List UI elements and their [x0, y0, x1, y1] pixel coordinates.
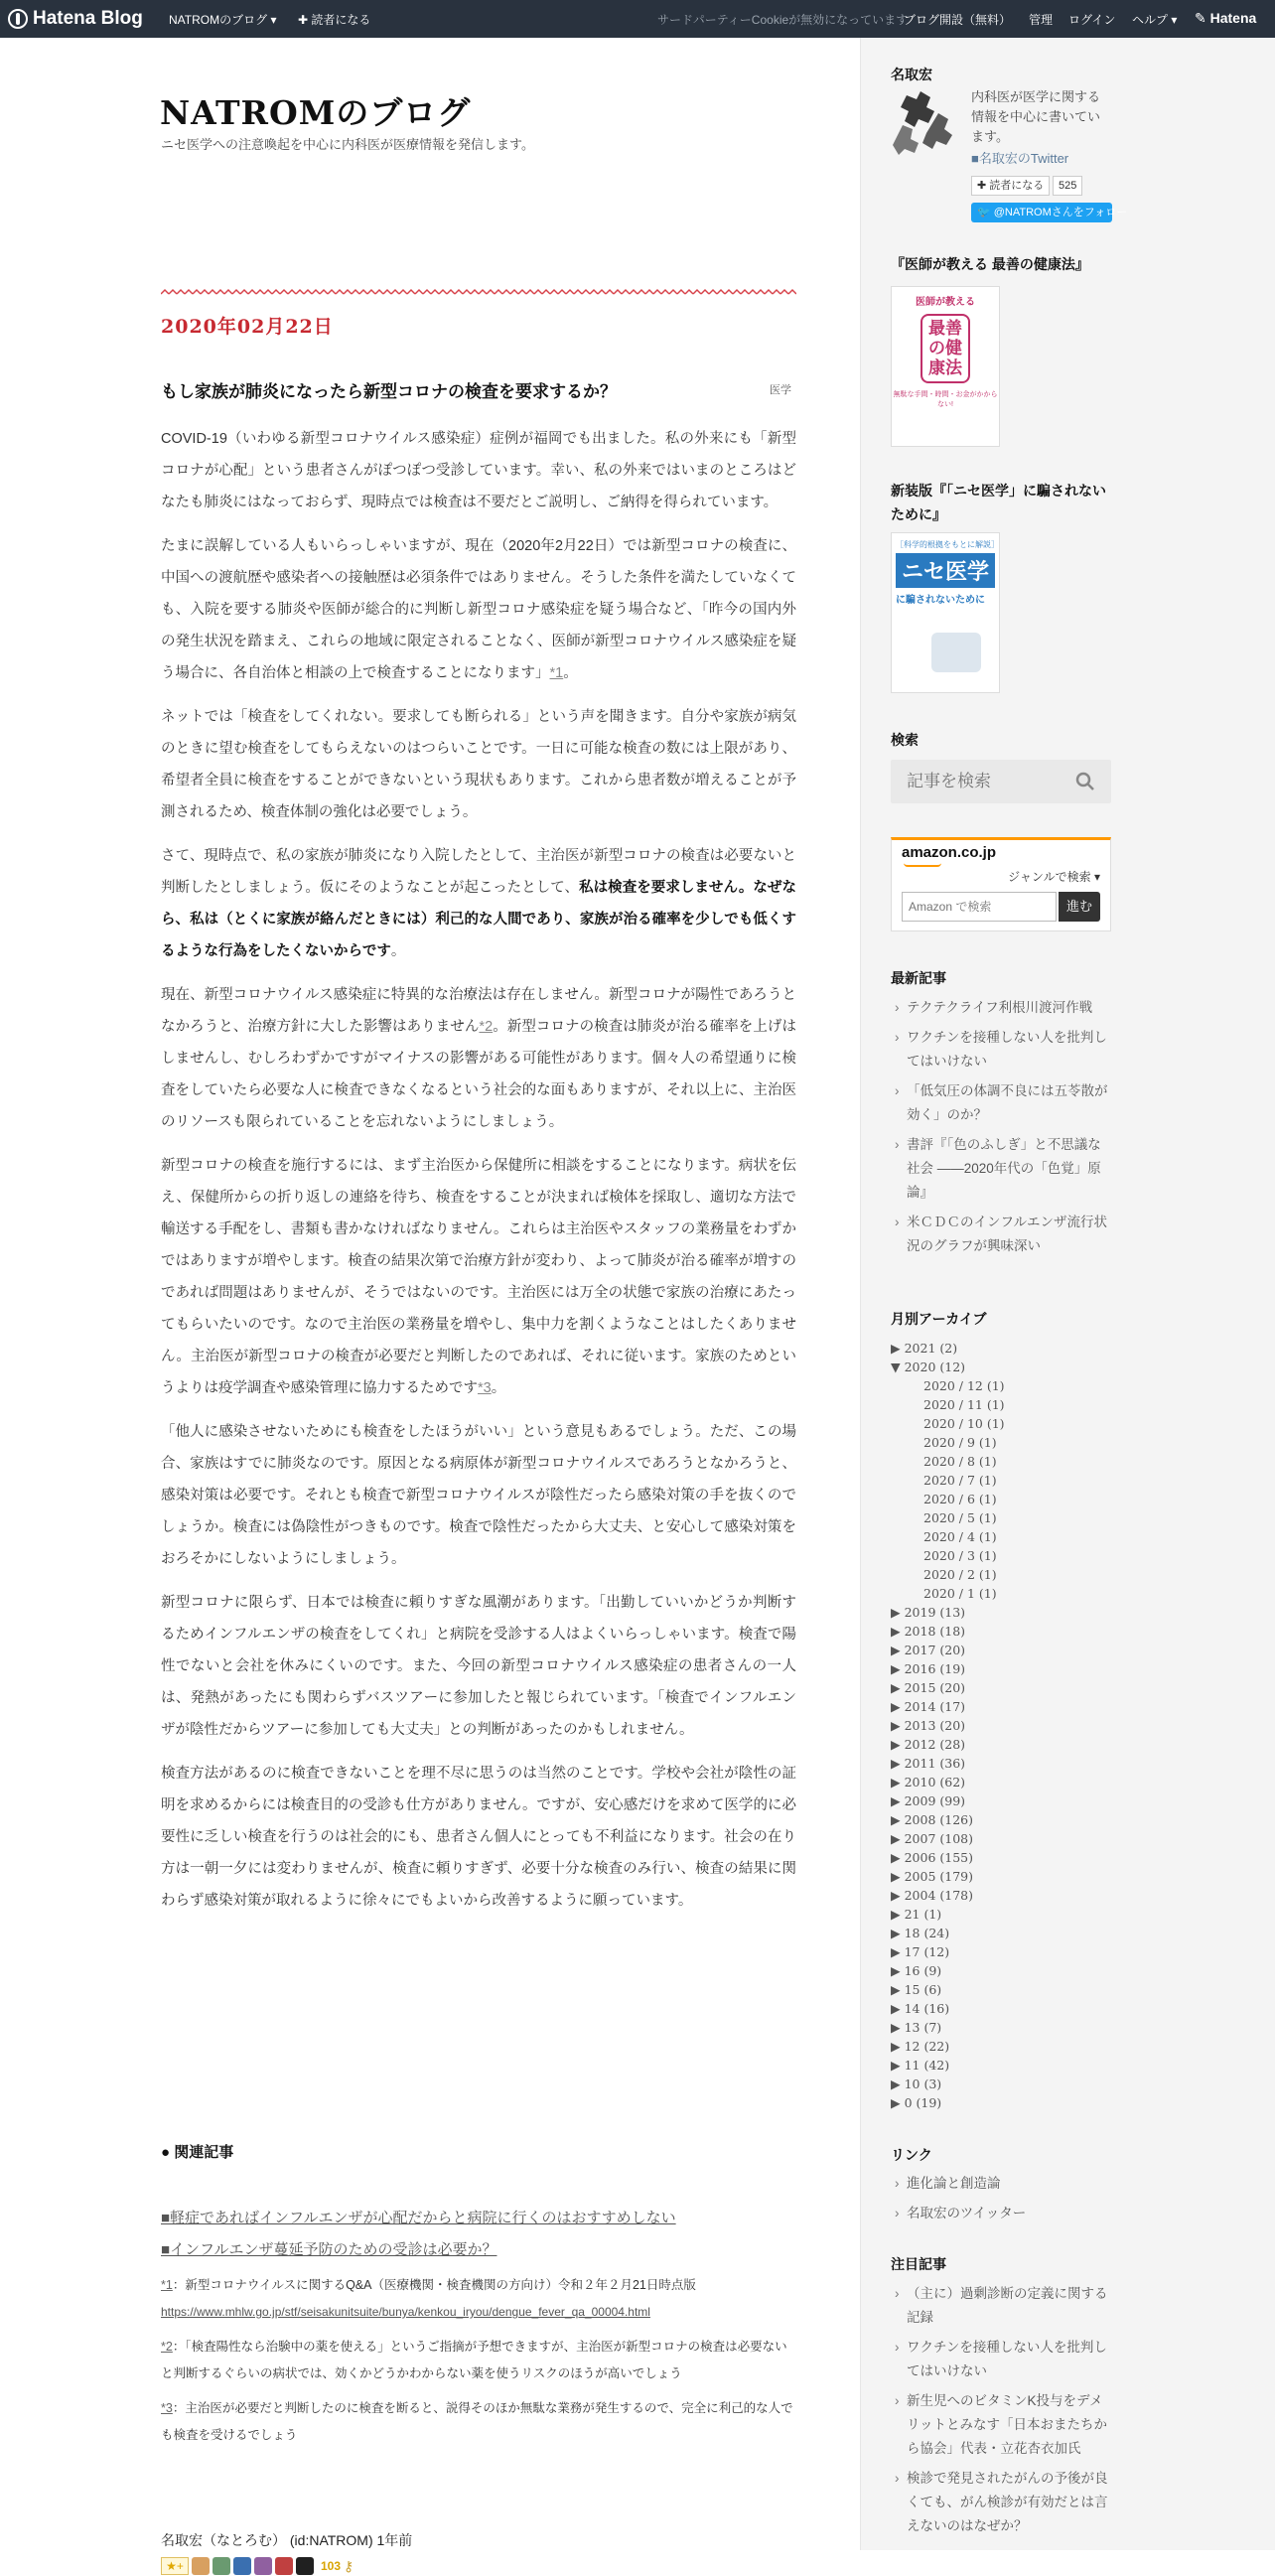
book2-cover-illustration	[931, 633, 981, 672]
footnote-1-url[interactable]: https://www.mhlw.go.jp/stf/seisakunitsuite/bunya/kenkou_iryou/dengue_fever_qa_00004.html	[161, 2305, 650, 2319]
amazon-search-input[interactable]	[902, 892, 1057, 922]
paragraph: COVID-19（いわゆる新型コロナウイルス感染症）症例が福岡でも出ました。私の外来にも「新型コロナが心配」という患者さんがぽつぽつ受診しています。幸い、私の外来ではいまのところはどなたも肺炎にはなっておらず、現時点では検査は不要だとご説明し、ご納得を得られています。	[161, 431, 796, 510]
paragraph: 「他人に感染させないためにも検査をしたほうがいい」という意見もあるでしょう。ただ、この場合、家族はすでに肺炎なのです。原因となる病原体が新型コロナウイルスであろうとなかろうと、感染対策は必要です。それとも検査で新型コロナウイルスが陰性だったら感染対策の手を抜くのでしょうか。検査には偽陰性がつきものです。検査で陰性だったから大丈夫、と安心して感染対策をおろそかにしないようにしましょう。	[161, 1424, 796, 1567]
book1-heading: 『医師が教える 最善の健康法』	[891, 256, 1089, 272]
amazon-go-button[interactable]: 進む	[1059, 892, 1100, 922]
recent-heading: 最新記事	[891, 970, 946, 986]
archive-year[interactable]: ▶ 2012 (28)	[891, 1737, 966, 1752]
subscribe-button[interactable]: ✚ 読者になる	[971, 176, 1050, 196]
book1-cover[interactable]	[891, 286, 1000, 447]
archive-heading: 月別アーカイブ	[891, 1311, 987, 1327]
star-count[interactable]: 103	[321, 2559, 342, 2573]
user-avatar[interactable]	[192, 2557, 210, 2575]
archive-month[interactable]: 2020 / 12 (1)	[923, 1378, 1005, 1393]
paragraph-text: さて、現時点で、私の家族が肺炎になり入院したとして、主治医が新型コロナの検査は必要ないと判断したとしましょう。仮にそのようなことが起こったとして、	[161, 848, 796, 896]
archive-year[interactable]: ▶ 2005 (179)	[891, 1869, 973, 1884]
add-star-button[interactable]: ★+	[161, 2557, 189, 2575]
book2-heading: 新装版『「ニセ医学」に騙されないために』	[891, 483, 1106, 522]
archive-year[interactable]: ▶ 10 (3)	[891, 2076, 942, 2091]
blog-menu[interactable]: NATROMのブログ ▾	[169, 13, 277, 27]
paragraph-text: 。	[563, 665, 578, 681]
post-body	[161, 423, 796, 1929]
featured-item[interactable]: › ワクチンを接種しない人を批判してはいけない	[891, 2336, 1111, 2383]
archive-year[interactable]: ▶ 14 (16)	[891, 2001, 950, 2016]
book1-cover-top: 医師が教える	[916, 297, 975, 308]
paragraph	[161, 530, 796, 689]
related-link-2[interactable]: ■インフルエンザ蔓延予防のための受診は必要か？	[161, 2241, 497, 2258]
cookie-notice: サードパーティーCookieが無効になっています	[657, 13, 909, 27]
archive-month[interactable]: 2020 / 7 (1)	[923, 1473, 997, 1488]
book2-cover-main: ニセ医学	[896, 553, 995, 588]
paragraph	[161, 1150, 796, 1404]
archive-year[interactable]: ▶ 2011 (36)	[891, 1756, 966, 1771]
search-box	[891, 760, 1111, 803]
footnote-ref-1[interactable]: *1	[549, 665, 564, 681]
paragraph	[161, 979, 796, 1138]
archive-year[interactable]: ▶ 13 (7)	[891, 2020, 942, 2035]
archive-month[interactable]: 2020 / 10 (1)	[923, 1416, 1005, 1431]
search-input[interactable]	[891, 760, 1069, 803]
key-icon: ⚷	[344, 2557, 354, 2574]
footnote-1-number[interactable]: *1	[161, 2278, 173, 2292]
book2-cover-top: ［科学的根拠をもとに解説］	[896, 540, 999, 549]
links-list	[891, 2172, 1111, 2231]
footnote-ref-3[interactable]: *3	[478, 1380, 492, 1396]
profile-twitter-link[interactable]: ■名取宏のTwitter	[971, 151, 1069, 166]
profile-avatar-icon[interactable]	[891, 87, 960, 157]
featured-item[interactable]: › （主に）過剰診断の定義に関する記録	[891, 2282, 1111, 2330]
related-link-1[interactable]: ■軽症であればインフルエンザが心配だからと病院に行くのはおすすめしない	[161, 2210, 676, 2226]
archive-year[interactable]: ▶ 18 (24)	[891, 1926, 950, 1940]
paragraph-text: 現在、新型コロナウイルス感染症に特異的な治療法は存在しません。新型コロナが陽性であろうとなかろうと、治療方針に大した影響はありません	[161, 987, 796, 1035]
archive-year[interactable]: ▶ 16 (9)	[891, 1963, 942, 1978]
archive-year[interactable]: ▶ 2014 (17)	[891, 1699, 966, 1714]
archive-year[interactable]: ▶ 2015 (20)	[891, 1680, 966, 1695]
profile-description: 内科医が医学に関する情報を中心に書いています。	[971, 89, 1101, 144]
book2-cover[interactable]	[891, 532, 1000, 693]
featured-item[interactable]: › 新生児へのビタミンK投与をデメリットとみなす「日本おまたちから協会」代表・立花杏衣加氏	[891, 2389, 1111, 2461]
date-divider	[161, 288, 796, 296]
login-link[interactable]: ログイン	[1068, 13, 1116, 27]
archive-year[interactable]: ▶ 21 (1)	[891, 1907, 942, 1922]
footnotes	[161, 2272, 796, 2457]
archive-month[interactable]: 2020 / 9 (1)	[923, 1435, 997, 1450]
footnote-1-text: ：新型コロナウイルスに関するQ&A（医療機関・検査機関の方向け）令和２年２月21日時点版	[172, 2278, 696, 2292]
footnote-1	[161, 2272, 796, 2326]
archive-year[interactable]: ▶ 12 (22)	[891, 2039, 950, 2054]
post-date[interactable]: 2020年02月22日	[161, 316, 334, 338]
archive-list	[891, 1339, 1111, 2112]
book1-cover-main: 最善の健康法	[921, 314, 970, 383]
archive-year[interactable]: ▶ 2016 (19)	[891, 1661, 966, 1676]
user-avatar[interactable]	[212, 2557, 230, 2575]
subscribe-link[interactable]: ✚ 読者になる	[298, 13, 371, 27]
book1-cover-sub: 無駄な手間・時間・お金がかからない!	[893, 391, 998, 408]
hatena-blog-logo[interactable]	[8, 8, 143, 30]
paragraph-text: たまに誤解している人もいらっしゃいますが、現在（2020年2月22日）では新型コロナの検査に、中国への渡航歴や感染者への接触歴は必須条件ではありません。そうした条件を満たしていなくても、入院を要する肺炎や医師が総合的に判断し新型コロナ感染症を疑う場合など、「昨今の国内外の発生状況を踏まえ、これらの地域に限定されることなく、医師が新型コロナウイルス感染症を疑う場合に、各自治体と相談の上で検査することになります」	[161, 538, 796, 681]
amazon-logo: amazon.co.jp	[902, 844, 997, 861]
link-item[interactable]: › 名取宏のツイッター	[891, 2202, 1111, 2225]
featured-heading: 注目記事	[891, 2256, 946, 2272]
archive-year[interactable]: ▶ 17 (12)	[891, 1944, 950, 1959]
paragraph-text: 。新型コロナの検査は肺炎が治る確率を上げはしませんし、むしろわずかですがマイナスの影響がある可能性があります。個々人の希望通りに検査をしていたら必要な人に検査できなくなるという社会的な面もありますが、それ以上に、主治医のリソースも限られていることを忘れないようにしましょう。	[161, 1019, 796, 1130]
blog-description: ニセ医学への注意喚起を中心に内科医が医療情報を発信します。	[161, 137, 534, 152]
featured-item[interactable]: › 検診で発見されたがんの予後が良くても、がん検診が有効だとは言えないのはなぜか？	[891, 2467, 1111, 2538]
footnote-2-text: ：「検査陽性なら治験中の薬を使える」というご指摘が予想できますが、主治医が新型コロナの検査は必要ないと判断するぐらいの病状では、効くかどうかわからない薬を使うリスクのほうが高いでしょう	[161, 2340, 787, 2380]
paragraph: 新型コロナに限らず、日本では検査に頼りすぎな風潮があります。「出勤していいかどうか判断するためインフルエンザの検査をしてくれ」と病院を受診する人はよくいらっしゃいます。検査で陽性でないと会社を休みにくいのです。また、今回の新型コロナウイルス感染症の患者さんの一人は、発熱があったにも関わらずバスツアーに参加したと報じられています。「検査でインフルエンザが陰性だからツアーに参加しても大丈夫」との判断があったのかもしれません。	[161, 1595, 796, 1738]
blog-title[interactable]: NATROMのブログ	[160, 93, 472, 132]
footnote-2-number[interactable]: *2	[161, 2340, 173, 2354]
main-column	[0, 38, 860, 2574]
archive-year[interactable]: ▶ 0 (19)	[891, 2095, 942, 2110]
recent-item[interactable]: › 書評『「色のふしぎ」と不思議な社会 ――2020年代の「色覚」原論』	[891, 1133, 1111, 1205]
user-avatar[interactable]	[275, 2557, 293, 2575]
user-avatar[interactable]	[233, 2557, 251, 2575]
hatena-logo-icon	[8, 9, 28, 29]
hatena-account-logo[interactable]: ✎ Hatena	[1195, 10, 1257, 26]
archive-month[interactable]: 2020 / 6 (1)	[923, 1492, 997, 1506]
archive-year[interactable]: ▶ 2007 (108)	[891, 1831, 973, 1846]
archive-year[interactable]: ▶ 2006 (155)	[891, 1850, 973, 1865]
archive-year[interactable]: ▶ 2010 (62)	[891, 1775, 966, 1789]
user-avatar[interactable]	[254, 2557, 272, 2575]
star-bar	[161, 2556, 354, 2576]
archive-month[interactable]: 2020 / 5 (1)	[923, 1510, 997, 1525]
archive-month[interactable]: 2020 / 4 (1)	[923, 1529, 997, 1544]
admin-link[interactable]: 管理	[1029, 13, 1054, 27]
hatena-logo-text: Hatena Blog	[33, 8, 143, 29]
links-heading: リンク	[891, 2147, 932, 2163]
archive-month[interactable]: 2020 / 1 (1)	[923, 1586, 997, 1601]
archive-month[interactable]: 2020 / 3 (1)	[923, 1548, 997, 1563]
paragraph	[161, 840, 796, 967]
link-item[interactable]: › 進化論と創造論	[891, 2172, 1111, 2196]
amazon-widget	[891, 837, 1111, 931]
recent-item[interactable]: › テクテクライフ利根川渡河作戦	[891, 996, 1111, 1020]
archive-year[interactable]: ▶ 2018 (18)	[891, 1624, 966, 1639]
archive-year[interactable]: ▶ 2009 (99)	[891, 1793, 966, 1808]
archive-month[interactable]: 2020 / 11 (1)	[923, 1397, 1005, 1412]
related-heading: ● 関連記事	[161, 2144, 234, 2161]
archive-year[interactable]: ▶ 2021 (2)	[891, 1341, 958, 1356]
amazon-genre-label: ジャンルで検索	[1008, 870, 1091, 884]
recent-item[interactable]: › 米ＣＤＣのインフルエンザ流行状況のグラフが興味深い	[891, 1211, 1111, 1258]
emphasis-text: 私は検査を要求しません。なぜなら、私は（とくに家族が絡んだときには）利己的な人間であり、家族が治る確率を少しでも低くするような行為をしたくないからです	[161, 880, 797, 959]
amazon-genre-select[interactable]: ジャンルで検索 ▾	[1008, 870, 1100, 884]
hatena-topbar	[0, 0, 1275, 38]
paragraph-text: 。	[491, 1380, 506, 1396]
archive-year[interactable]: ▶ 11 (42)	[891, 2058, 950, 2073]
footnote-3-number[interactable]: *3	[161, 2401, 173, 2415]
archive-year[interactable]: ▶ 15 (6)	[891, 1982, 942, 1997]
recent-list	[891, 996, 1111, 1264]
footnote-3	[161, 2395, 796, 2449]
post-category[interactable]: 医学	[770, 384, 791, 396]
archive-month[interactable]: 2020 / 2 (1)	[923, 1567, 997, 1582]
open-blog-link[interactable]: ブログ開設（無料）	[904, 13, 1012, 27]
twitter-follow-button[interactable]: 🐦 @NATROMさんをフォロー	[971, 203, 1112, 222]
footnote-3-text: ：主治医が必要だと判断したのに検査を断ると、説得そのほか無駄な業務が発生するので、完全に利己的な人でも検査を受けるでしょう	[161, 2401, 793, 2442]
recent-item[interactable]: › ワクチンを接種しない人を批判してはいけない	[891, 1026, 1111, 1073]
archive-month[interactable]: 2020 / 8 (1)	[923, 1454, 997, 1469]
search-heading: 検索	[891, 732, 919, 748]
paragraph: 検査方法があるのに検査できないことを理不尽に思うのは当然のことです。学校や会社が陰性の証明を求めるからには検査目的の受診も仕方がありません。ですが、安心感だけを求めて医学的に必要性に乏しい検査を行うのは社会的にも、患者さん個人にとっても不利益になります。社会の在り方は一朝一夕には変わりませんが、検査に頼りすぎず、必要十分な検査のみ行い、検査の結果に関わらず感染対策が取れるように徐々にでもよいから改善するように願っています。	[161, 1766, 796, 1909]
archive-year[interactable]: ▶ 2008 (126)	[891, 1812, 973, 1827]
footnote-ref-2[interactable]: *2	[479, 1019, 494, 1035]
archive-year[interactable]: ▶ 2013 (20)	[891, 1718, 966, 1733]
user-avatar[interactable]	[296, 2557, 314, 2575]
archive-year[interactable]: ▶ 2017 (20)	[891, 1643, 966, 1657]
post-title[interactable]: もし家族が肺炎になったら新型コロナの検査を要求するか？	[161, 382, 617, 401]
help-menu[interactable]: ヘルプ ▾	[1132, 13, 1178, 27]
featured-list	[891, 2282, 1111, 2544]
paragraph: ネットでは「検査をしてくれない。要求しても断られる」という声を聞きます。自分や家族が病気のときに望む検査をしてもらえないのはつらいことです。一日に可能な検査の数には上限があり、希望者全員に検査をすることができないという現状もあります。これから患者数が増えることが予測されるため、検査体制の強化は必要でしょう。	[161, 709, 796, 820]
author-line[interactable]: 名取宏（なとろむ） (id:NATROM) 1年前	[161, 2532, 413, 2548]
amazon-smile-icon	[904, 863, 941, 867]
paragraph-text: 。	[390, 943, 406, 959]
archive-year[interactable]: ▼ 2020 (12)	[891, 1360, 966, 1374]
footnote-2	[161, 2334, 796, 2387]
subscriber-count: 525	[1053, 176, 1082, 196]
profile-title[interactable]: 名取宏	[891, 67, 932, 82]
archive-year[interactable]: ▶ 2004 (178)	[891, 1888, 973, 1903]
book2-cover-sub: に騙されないために	[896, 595, 985, 606]
paragraph-text: 新型コロナの検査を施行するには、まず主治医から保健所に相談をすることになります。病状を伝え、保健所からの折り返しの連絡を待ち、検査をすることが決まれば検体を採取し、適切な方法で輸送する手配をし、書類も書かなければなりません。これらは主治医やスタッフの業務量をわずかではありますが増やします。検査の結果次第で治療方針が変わり、よって肺炎が治る確率が増すのであれば問題はありませんが、そうではないのです。主治医には万全の状態で家族の治療にあたってもらいたいのです。なので主治医の業務量を増やし、集中力を割くようなことはしたくありません。主治医が新型コロナの検査が必要だと判断したのであれば、それに従います。家族のためというよりは疫学調査や感染管理に協力するためです	[161, 1158, 796, 1396]
recent-item[interactable]: › 「低気圧の体調不良には五苓散が効く」のか？	[891, 1079, 1111, 1127]
search-icon[interactable]	[1075, 772, 1095, 791]
archive-year[interactable]: ▶ 2019 (13)	[891, 1605, 966, 1620]
